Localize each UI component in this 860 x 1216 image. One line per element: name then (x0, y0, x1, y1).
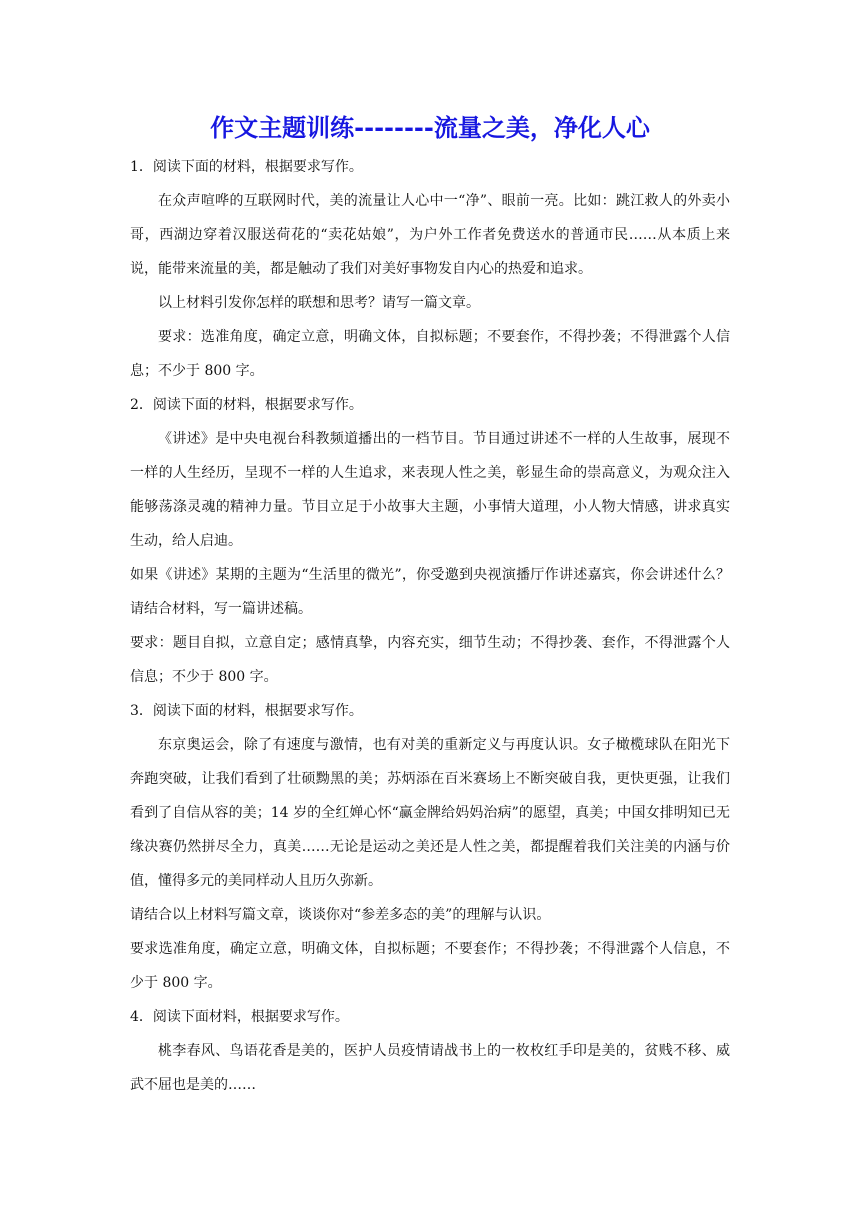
question-3-prompt: 请结合以上材料写篇文章，谈谈你对“参差多态的美”的理解与认识。 (130, 907, 551, 923)
question-2-material: 《讲述》是中央电视台科教频道播出的一档节目。节目通过讲述不一样的人生故事，展现不一样的人生经历，呈现不一样的人生追求，来表现人性之美，彰显生命的崇高意义，为观众注入能够荡涤灵魂的精神力量。节目立足于小故事大主题，小事情大道理，小人物大情感，讲求真实生动，给人启迪。 (130, 431, 730, 549)
question-2-requirement: 要求：题目自拟，立意自定；感情真挚，内容充实，细节生动；不得抄袭、套作，不得泄露个人信息；不少于 800 字。 (130, 635, 730, 685)
question-1-heading: 1．阅读下面的材料，根据要求写作。 (130, 159, 363, 175)
question-1-prompt: 以上材料引发你怎样的联想和思考？请写一篇文章。 (158, 295, 480, 311)
question-3-material: 东京奥运会，除了有速度与激情，也有对美的重新定义与再度认识。女子橄榄球队在阳光下奔跑突破，让我们看到了壮硕黝黑的美；苏炳添在百米赛场上不断突破自我，更快更强，让我们看到了自信从容的美；14 岁的全红婵心怀“赢金牌给妈妈治病”的愿望，真美；中国女排明知已无缘决赛仍然拼尽全力，真美……无论是运动之美还是人性之美，都提醒着我们关注美的内涵与价值，懂得多元的美同样动人且历久弥新。 (130, 737, 730, 889)
question-3-requirement: 要求选准角度，确定立意，明确文体，自拟标题；不要套作；不得抄袭；不得泄露个人信息，不少于 800 字。 (130, 941, 730, 991)
document-body (130, 150, 730, 1102)
question-2-heading: 2．阅读下面的材料，根据要求写作。 (130, 397, 363, 413)
question-1-material: 在众声喧哗的互联网时代，美的流量让人心中一“净”、眼前一亮。比如：跳江救人的外卖小哥，西湖边穿着汉服送荷花的“卖花姑娘”，为户外工作者免费送水的普通市民……从本质上来说，能带来流量的美，都是触动了我们对美好事物发自内心的热爱和追求。 (130, 193, 730, 277)
question-4-material: 桃李春风、鸟语花香是美的，医护人员疫情请战书上的一枚枚红手印是美的，贫贱不移、威武不屈也是美的…… (130, 1043, 730, 1093)
question-4-heading: 4．阅读下面材料，根据要求写作。 (130, 1009, 349, 1025)
question-3-heading: 3．阅读下面的材料，根据要求写作。 (130, 703, 363, 719)
question-1-requirement: 要求：选准角度，确定立意，明确文体，自拟标题；不要套作，不得抄袭；不得泄露个人信息；不少于 800 字。 (130, 329, 730, 379)
question-2-prompt: 如果《讲述》某期的主题为“生活里的微光”，你受邀到央视演播厅作讲述嘉宾，你会讲述什么？请结合材料，写一篇讲述稿。 (130, 567, 730, 617)
document-title: 作文主题训练--------流量之美，净化人心 (210, 114, 650, 142)
